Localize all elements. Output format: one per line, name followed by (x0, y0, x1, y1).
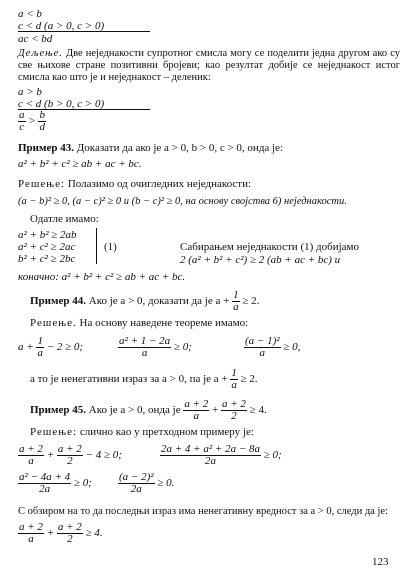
plus-sign: + (43, 527, 57, 540)
div-result (18, 110, 46, 133)
system-line-2: a² + c² ≥ 2ac (18, 241, 76, 253)
ineq-result: ac < bd (18, 33, 53, 45)
example-44-title: Пример 44. (30, 295, 87, 308)
frac-den: a (141, 347, 148, 359)
division-text: Две неједнакости супротног смисла могу се поделити једна другом ако су све њихове стране позитивни бројеви; као резултат добије се неједнакост истог смисла као што је и неједнакост – деленик: (18, 48, 400, 83)
example-43-title: Пример 43. (18, 142, 75, 154)
example-45-title: Пример 45. (30, 404, 87, 417)
example-44-statement (30, 290, 259, 313)
frac-num: 1 (37, 335, 43, 347)
frac-num: a + 2 (184, 398, 209, 410)
frac-den: d (39, 121, 45, 133)
step-text: ≥ 0, (280, 341, 301, 354)
frac-den: a (28, 533, 34, 545)
step-text: ≥ 0; (261, 449, 282, 462)
frac-num: a + 2 (19, 443, 43, 455)
solution-label: Решење. (30, 317, 77, 329)
division-label: Дељење. (18, 48, 63, 59)
frac-den: 2 (67, 533, 73, 545)
frac-num: a² − 4a + 4 (19, 471, 71, 483)
solution-label: Решење: (18, 178, 66, 190)
frac-num: (a − 1)² (245, 335, 280, 347)
example-43-final: коначно: a² + b² + c² ≥ ab + ac + bc. (18, 271, 186, 283)
frac-num: a (19, 109, 25, 121)
system-brace (90, 228, 97, 264)
example-45-step-4 (118, 472, 174, 495)
solution-label: Решење: (30, 426, 78, 438)
frac-num: 2a + 4 + a² + 2a − 8a (161, 443, 260, 455)
system-line-1: a² + b² ≥ 2ab (18, 229, 77, 241)
example-44-step-1 (18, 336, 83, 359)
frac-den: 2a (39, 483, 51, 495)
division-paragraph (18, 48, 400, 84)
step-text: ≥ 0; (71, 477, 92, 490)
div-line-1: a > b (18, 86, 42, 98)
frac-num: a + 2 (19, 521, 43, 533)
frac-num: 1 (233, 289, 239, 301)
frac-num: a² + 1 − 2a (119, 335, 171, 347)
frac-num: a + 2 (221, 398, 246, 410)
example-43-statement (18, 142, 283, 154)
example-45-final (18, 522, 103, 545)
sum-rule (18, 31, 150, 32)
frac-den: 2 (67, 455, 73, 467)
frac-den: a (259, 347, 266, 359)
solution-text: слично као у претходном примеру је: (77, 426, 254, 438)
example-45-step-3 (18, 472, 92, 495)
page-number: 123 (372, 556, 389, 568)
example-45-step-1 (18, 444, 122, 467)
adding-text: Сабирањем неједнакости (1) добијамо (180, 241, 360, 253)
frac-num: a + 2 (57, 521, 82, 533)
frac-den: a (28, 455, 34, 467)
frac-den: a (193, 410, 200, 422)
frac-den: 2a (205, 455, 216, 467)
example-43-text: Доказати да ако је a > 0, b > 0, c > 0, онда је: (74, 142, 284, 154)
frac-den: a (233, 301, 239, 313)
example-45-text-end: ≥ 4. (246, 404, 267, 417)
frac-den: 2a (130, 483, 142, 495)
after-text-end: ≥ 2. (237, 373, 258, 386)
frac-num: b (39, 109, 45, 121)
example-45-text: Ако је a > 0, онда је (86, 404, 184, 417)
step-text: a + (18, 341, 37, 354)
example-43-formula: a² + b² + c² ≥ ab + ac + bc. (18, 158, 142, 170)
solution-text: Полазимо од очигледних неједнакости: (65, 178, 252, 190)
example-45-step-2 (160, 444, 282, 467)
frac-num: 1 (231, 367, 237, 379)
after-text: а то је ненегативни израз за a > 0, па је a + (30, 373, 231, 386)
example-44-after (30, 368, 258, 391)
step-text: − 4 ≥ 0; (82, 449, 122, 462)
adding-result: 2 (a² + b² + c²) ≥ 2 (ab + ac + bc) и (180, 254, 341, 266)
solution-text: На основу наведене теореме имамо: (76, 317, 249, 329)
example-44-step-2 (118, 336, 192, 359)
example-45-solution (30, 426, 254, 438)
step-text: − 2 ≥ 0; (43, 341, 84, 354)
example-43-solution (18, 178, 251, 190)
frac-num: a + 2 (57, 443, 82, 455)
frac-num: (a − 2)² (119, 471, 154, 483)
frac-den: 2 (231, 410, 237, 422)
example-44-step-3 (244, 336, 300, 359)
div-line-2: c < d (b > 0, c > 0) (18, 98, 105, 110)
frac-den: a (37, 347, 43, 359)
system-line-3: b² + c² ≥ 2bc (18, 253, 76, 265)
system-number: (1) (104, 241, 117, 253)
ineq-line-1: a < b (18, 8, 42, 20)
hence-text: Одатле имамо: (30, 213, 99, 225)
example-44-text: Ако је a > 0, доказати да је a + (86, 295, 233, 308)
step-text: ≥ 0; (171, 341, 192, 354)
step-text: ≥ 0. (154, 477, 175, 490)
example-43-ineqs: (a − b)² ≥ 0, (a − c)² ≥ 0 и (b − c)² ≥ 0, на основу својства 6) неједнакости. (18, 196, 347, 207)
example-45-statement (30, 399, 267, 422)
ineq-line-2: c < d (a > 0, c > 0) (18, 20, 105, 32)
example-44-text-end: ≥ 2. (239, 295, 260, 308)
example-44-solution (30, 317, 248, 329)
plus-sign: + (209, 404, 221, 417)
frac-den: a (231, 379, 237, 391)
plus-sign: + (43, 449, 57, 462)
example-45-conclusion: С обзиром на то да последњи израз има ненегативну вредност за a > 0, следи да је: (18, 506, 388, 517)
frac-den: c (19, 121, 25, 133)
final-text: ≥ 4. (82, 527, 103, 540)
gt-sign: > (28, 115, 36, 128)
